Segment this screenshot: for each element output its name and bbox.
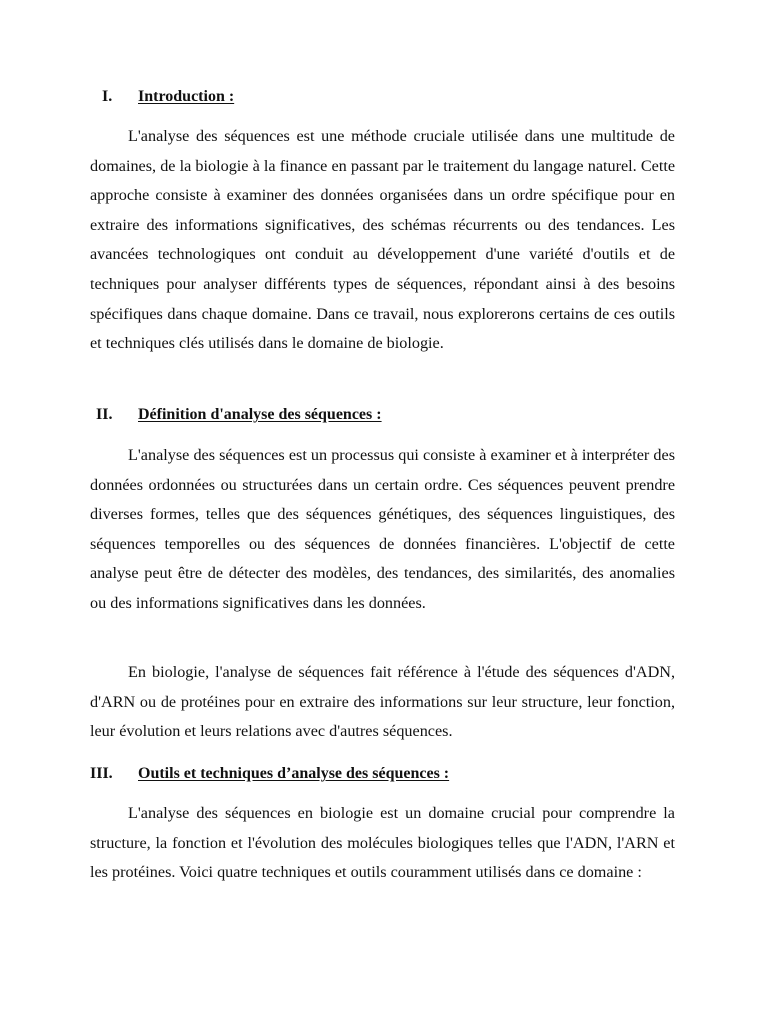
- paragraph: L'analyse des séquences est un processus qui consiste à examiner et à interpréter des données ordonnées ou structurées dans un certain ordre. Ces séquences peuvent prendre diverses formes, telles que des séquences génétiques, des séquences linguistiques, des séquences temporelles ou des séquences de données financières. L'objectif de cette analyse peut être de détecter des modèles, des tendances, des similarités, des anomalies ou des informations significatives dans les données.: [90, 446, 675, 612]
- section-title: Introduction :: [138, 88, 235, 105]
- paragraph: L'analyse des séquences en biologie est un domaine crucial pour comprendre la structure, la fonction et l'évolution des molécules biologiques telles que l'ADN, l'ARN et les protéines. Voici quatre techniques et outils couramment utilisés dans ce domaine :: [90, 804, 675, 882]
- section-number: III.: [90, 765, 113, 782]
- section-heading-outils: [90, 764, 450, 784]
- section-number: II.: [96, 406, 113, 423]
- section-number: I.: [102, 88, 113, 105]
- paragraph: En biologie, l'analyse de séquences fait référence à l'étude des séquences d'ADN, d'ARN ou de protéines pour en extraire des informations sur leur structure, leur fonction, leur évolution et leurs relations avec d'autres séquences.: [90, 663, 675, 741]
- section-heading-definition: [96, 405, 382, 425]
- paragraph: L'analyse des séquences est une méthode cruciale utilisée dans une multitude de domaines, de la biologie à la finance en passant par le traitement du langage naturel. Cette approche consiste à examiner des données organisées dans un ordre spécifique pour en extraire des informations significatives, des schémas récurrents ou des tendances. Les avancées technologiques ont conduit au développement d'une variété d'outils et de techniques pour analyser différents types de séquences, répondant ainsi à des besoins spécifiques dans chaque domaine. Dans ce travail, nous explorerons certains de ces outils et techniques clés utilisés dans le domaine de biologie.: [90, 127, 675, 353]
- section-title: Définition d'analyse des séquences :: [138, 406, 382, 423]
- section-heading-introduction: [102, 87, 235, 107]
- section-title: Outils et techniques d’analyse des séquences :: [138, 765, 450, 782]
